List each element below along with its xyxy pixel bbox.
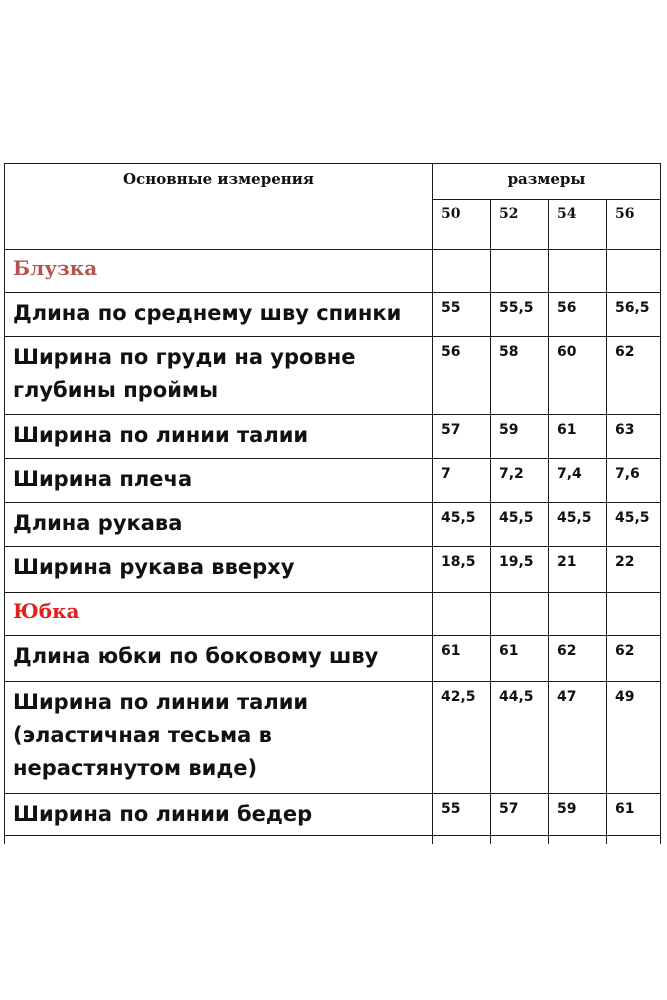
measurement-value: 7,6 [607,459,661,503]
size-chart-table [4,163,661,844]
empty-cell [433,250,491,293]
measurement-value: 55,5 [491,293,549,337]
empty-cell [491,836,549,845]
table-row [5,293,661,337]
size-column-52: 52 [491,200,549,250]
measurement-value: 59 [491,415,549,459]
table-row [5,547,661,593]
measurement-value: 7 [433,459,491,503]
measurement-value: 59 [549,794,607,836]
measurement-label: Ширина рукава вверху [5,547,433,593]
empty-cell [607,836,661,845]
empty-cell [491,593,549,636]
measurement-value: 18,5 [433,547,491,593]
measurement-value: 62 [607,337,661,415]
measurement-value: 61 [433,636,491,682]
table-row [5,682,661,794]
table-row [5,794,661,836]
table-row [5,337,661,415]
measurement-label: Ширина плеча [5,459,433,503]
measurement-label: Ширина по линии талии [5,415,433,459]
measurement-value: 63 [607,415,661,459]
empty-cell [5,836,433,845]
section-title-skirt: Юбка [5,593,433,636]
size-column-54: 54 [549,200,607,250]
empty-cell [607,593,661,636]
table-row-cut [5,836,661,845]
measurement-label: Длина рукава [5,503,433,547]
measurement-value: 62 [549,636,607,682]
main-measurements-header: Основные измерения [5,164,433,250]
section-row-skirt [5,593,661,636]
measurement-value: 49 [607,682,661,794]
measurement-label: Ширина по линии талии (эластичная тесьма в нерастянутом виде) [5,682,433,794]
measurement-value: 44,5 [491,682,549,794]
size-column-50: 50 [433,200,491,250]
size-column-56: 56 [607,200,661,250]
measurement-value: 61 [491,636,549,682]
measurement-label: Длина по среднему шву спинки [5,293,433,337]
measurement-value: 19,5 [491,547,549,593]
measurement-value: 22 [607,547,661,593]
measurement-value: 47 [549,682,607,794]
measurement-label: Ширина по груди на уровне глубины проймы [5,337,433,415]
measurement-value: 61 [607,794,661,836]
measurement-value: 60 [549,337,607,415]
measurement-label: Ширина по линии бедер [5,794,433,836]
measurement-value: 58 [491,337,549,415]
measurement-value: 45,5 [433,503,491,547]
table-row [5,636,661,682]
measurement-value: 57 [433,415,491,459]
empty-cell [607,250,661,293]
empty-cell [491,250,549,293]
measurement-label: Длина юбки по боковому шву [5,636,433,682]
empty-cell [549,250,607,293]
measurement-value: 55 [433,293,491,337]
section-title-blouse: Блузка [5,250,433,293]
measurement-value: 61 [549,415,607,459]
measurement-value: 45,5 [607,503,661,547]
section-row-blouse [5,250,661,293]
measurement-value: 62 [607,636,661,682]
measurement-value: 56 [433,337,491,415]
measurement-value: 56 [549,293,607,337]
empty-cell [549,836,607,845]
measurement-value: 7,2 [491,459,549,503]
measurement-value: 57 [491,794,549,836]
table-row [5,459,661,503]
empty-cell [433,593,491,636]
measurement-value: 55 [433,794,491,836]
measurement-value: 7,4 [549,459,607,503]
empty-cell [433,836,491,845]
empty-cell [549,593,607,636]
table-row [5,415,661,459]
sizes-header: размеры [433,164,661,200]
table-row [5,503,661,547]
measurement-value: 56,5 [607,293,661,337]
measurement-value: 45,5 [549,503,607,547]
measurement-value: 42,5 [433,682,491,794]
measurement-value: 21 [549,547,607,593]
measurement-value: 45,5 [491,503,549,547]
